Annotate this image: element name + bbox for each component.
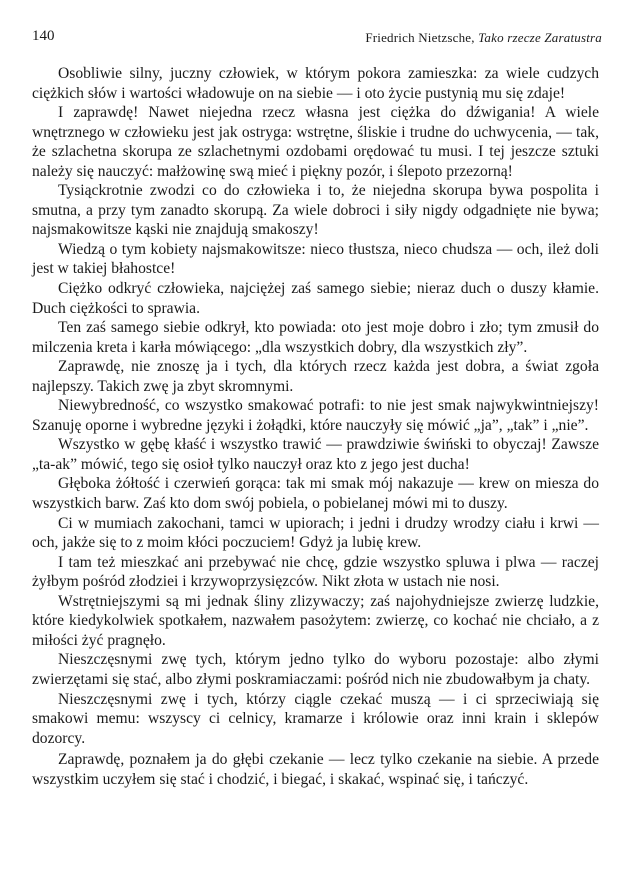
paragraph: I tam też mieszkać ani przebywać nie chcę, gdzie wszystko spluwa i plwa — raczej żyłbym pośród złodziei i krzywoprzysięzców. Nikt złota w ustach nie nosi. bbox=[32, 553, 599, 591]
page-number: 140 bbox=[32, 28, 55, 44]
paragraph: Zaprawdę, poznałem ja do głębi czekanie — lecz tylko czekanie na siebie. A przede wszystkim uczyłem się stać i chodzić, i biegać, i skakać, wspinać się, i tańczyć. bbox=[32, 751, 599, 788]
body-text bbox=[32, 64, 599, 789]
paragraph: Wszystko w gębę kłaść i wszystko trawić — prawdziwie świński to obyczaj! Zawsze „ta-ak” mówić, tego się osioł tylko nauczył oraz kto z jego jest ducha! bbox=[32, 436, 599, 473]
paragraph: Wiedzą o tym kobiety najsmakowitsze: nieco tłustsza, nieco chudsza — och, ileż doli jest w takiej błahostce! bbox=[32, 240, 599, 278]
paragraph: Tysiąckrotnie zwodzi co do człowieka i to, że niejedna skorupa bywa pospolita i smutna, a przy tym zanadto skorupą. Za wiele dobroci i siły nigdy odgadnięte nie bywa; najsmakowitsze kąski nie znajdują smakoszy! bbox=[32, 182, 599, 239]
paragraph: Zaprawdę, nie znoszę ja i tych, dla których rzecz każda jest dobra, a świat zgoła najlepszy. Takich zwę ja zbyt skromnymi. bbox=[32, 358, 599, 395]
paragraph: Głęboka żółtość i czerwień gorąca: tak mi smak mój nakazuje — krew on miesza do wszystkich barw. Zaś kto dom swój pobiela, o pobielanej mówi mi to duszy. bbox=[32, 475, 599, 513]
paragraph: Nieszczęsnymi zwę tych, którym jedno tylko do wyboru pozostaje: albo złymi zwierzętami się stać, albo złymi poskramiaczami: pośród nich nie zbudowałbym ja chaty. bbox=[32, 651, 599, 688]
paragraph: Nieszczęsnymi zwę i tych, którzy ciągle czekać muszą — i ci sprzeciwiają się smakowi memu: wszyscy ci celnicy, kramarze i królowie oraz inni krain i sklepów dozorcy. bbox=[32, 690, 599, 747]
paragraph: Wstrętniejszymi są mi jednak śliny zlizywaczy; zaś najohydniejsze zwierzę ludzkie, które kiedykolwiek spotkałem, nazwałem pasożytem: zwierzę, co kochać nie chciało, a z miłości żyć pragnęło. bbox=[32, 592, 599, 649]
paragraph: Ten zaś samego siebie odkrył, kto powiada: oto jest moje dobro i zło; tym zmusił do milczenia kreta i karła mówiącego: „dla wszystkich dobry, dla wszystkich zły”. bbox=[32, 319, 599, 356]
paragraph: Ciężko odkryć człowieka, najciężej zaś samego siebie; nieraz duch o duszy kłamie. Duch ciężkości to sprawia. bbox=[32, 280, 599, 317]
work-title: Tako rzecze Zaratustra bbox=[478, 30, 602, 45]
running-header bbox=[32, 28, 602, 50]
paragraph: I zaprawdę! Nawet niejedna rzecz własna jest ciężka do dźwigania! A wiele wnętrznego w człowieku jest jak ostryga: wstrętne, śliskie i trudne do uchwycenia, — tak, że szlachetna skorupa ze szlachetnymi ozdobami orędować tu musi. I tej jeszcze sztuki należy się nauczyć: małżowinę swą mieć i piękny pozór, i ślepoto przezorną! bbox=[32, 104, 599, 180]
paragraph: Osobliwie silny, juczny człowiek, w którym pokora zamieszka: za wiele cudzych ciężkich słów i wartości władowuje on na siebie — i oto życie pustynią mu się zdaje! bbox=[32, 65, 599, 102]
paragraph: Ci w mumiach zakochani, tamci w upiorach; i jedni i drudzy wrodzy ciału i krwi — och, jakże się to z moim kłóci poczuciem! Gdyż ja lubię krew. bbox=[32, 514, 599, 552]
running-title bbox=[365, 30, 602, 46]
author-name: Friedrich Nietzsche, bbox=[365, 30, 475, 45]
paragraph: Niewybredność, co wszystko smakować potrafi: to nie jest smak najwykwintniejszy! Szanuję oporne i wybredne języki i żołądki, które nauczyły się mówić „ja”, „tak” i „nie”. bbox=[32, 397, 599, 434]
